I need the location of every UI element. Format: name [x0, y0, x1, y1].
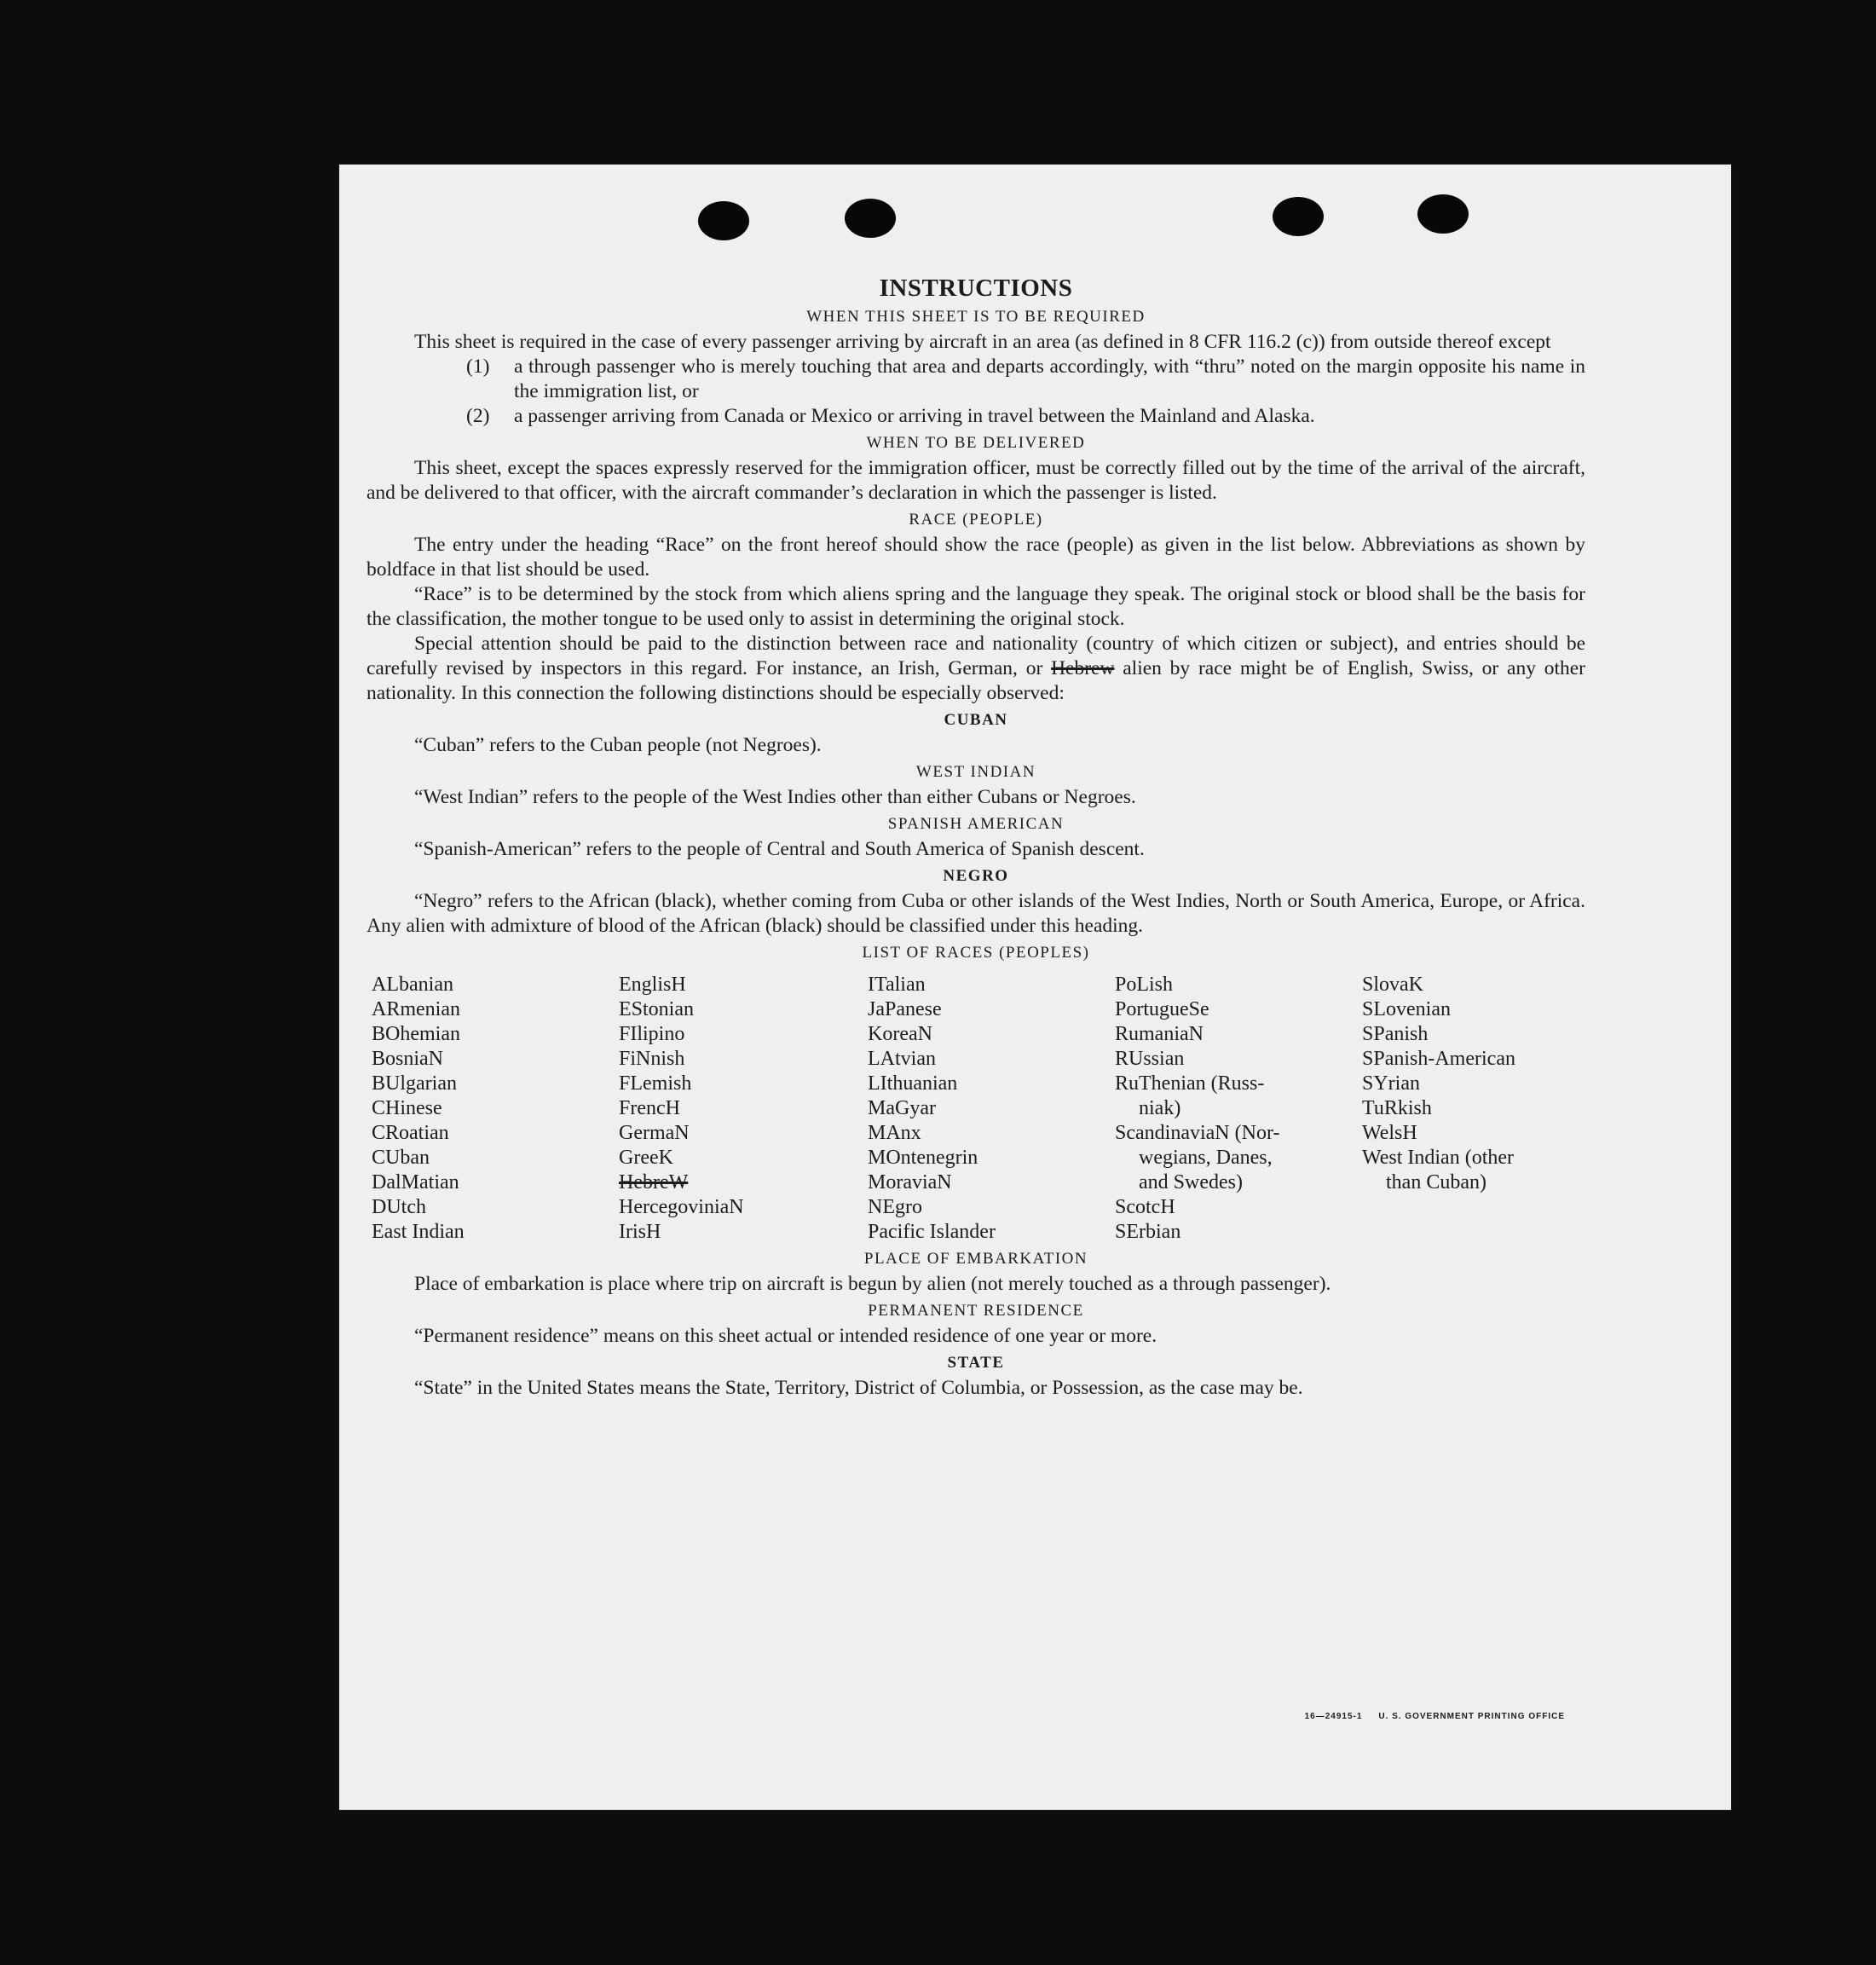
race-p3-before: Special attention should be paid to the distinction between race and nationality (country of which citizen or subject), and entries should be carefully revised by inspectors in this regard. For instance, an Irish, German, or [367, 633, 1585, 679]
race-column-4 [1115, 973, 1362, 1245]
race-entry: SYrian [1362, 1072, 1420, 1095]
race-entry: MoraviaN [868, 1171, 952, 1193]
section-heading-state: STATE [947, 1354, 1005, 1372]
race-paragraph-2: “Race” is to be determined by the stock from which aliens spring and the language they speak. The original stock or blood shall be the basis for the classification, the mother tongue to be used only to assist in determining the original stock. [367, 583, 1585, 630]
race-entry: GermaN [619, 1122, 690, 1144]
spanish-american-text: “Spanish-American” refers to the people of Central and South America of Spanish descent. [414, 838, 1145, 860]
race-entry-continued: niak) [1139, 1097, 1181, 1119]
race-entry: FIlipino [619, 1023, 685, 1045]
section-heading-race: RACE (PEOPLE) [909, 511, 1043, 529]
struck-word: Hebrew [1051, 657, 1115, 679]
section-heading-negro: NEGRO [943, 867, 1009, 885]
race-column-3 [868, 973, 1115, 1245]
race-entry: SLovenian [1362, 998, 1451, 1020]
section-heading-embarkation: PLACE OF EMBARKATION [863, 1250, 1088, 1268]
race-entry: SlovaK [1362, 974, 1423, 996]
race-entry: BOhemian [372, 1023, 460, 1045]
race-entry: FLemish [619, 1072, 692, 1095]
race-entry: DUtch [372, 1196, 426, 1218]
section-heading-west-indian: WEST INDIAN [915, 763, 1036, 781]
race-entry-continued: and Swedes) [1139, 1171, 1243, 1193]
delivered-text: This sheet, except the spaces expressly reserved for the immigration officer, must be correctly filled out by the time of the arrival of the aircraft, and be delivered to that officer, with the aircraft commander’s declaration in which the passenger is listed. [367, 457, 1585, 504]
punch-hole [1273, 197, 1324, 236]
race-entry: West Indian (other [1362, 1147, 1515, 1169]
race-entry: ScotcH [1115, 1196, 1175, 1218]
race-entry: ARmenian [372, 998, 460, 1020]
race-entry: FiNnish [619, 1048, 685, 1070]
race-entry: SPanish-American [1362, 1048, 1515, 1070]
race-entry-continued: than Cuban) [1386, 1171, 1486, 1193]
race-entry: ITalian [868, 974, 926, 996]
race-entry: ALbanian [372, 974, 453, 996]
race-entry: CUban [372, 1147, 430, 1169]
race-entry: MAnx [868, 1122, 921, 1144]
race-entry: RUssian [1115, 1048, 1185, 1070]
race-entry: LIthuanian [868, 1072, 958, 1095]
west-indian-text: “West Indian” refers to the people of the West Indies other than either Cubans or Negroes. [414, 786, 1136, 808]
race-entry: EStonian [619, 998, 694, 1020]
race-entry: CRoatian [372, 1122, 449, 1144]
race-paragraph-3 [367, 632, 1585, 706]
section-heading-required: WHEN THIS SHEET IS TO BE REQUIRED [806, 308, 1146, 326]
race-entry: PoLish [1115, 974, 1174, 996]
race-entry: ScandinaviaN (Nor- [1115, 1122, 1280, 1144]
printer-name: U. S. GOVERNMENT PRINTING OFFICE [1378, 1712, 1565, 1721]
race-entry: MaGyar [868, 1097, 936, 1119]
document-sheet [339, 165, 1731, 1810]
race-column-2 [619, 973, 868, 1245]
page-title: INSTRUCTIONS [879, 275, 1073, 302]
race-entry: IrisH [619, 1221, 661, 1243]
instructions-content [367, 274, 1585, 1401]
race-entry: KoreaN [868, 1023, 932, 1045]
embarkation-text: Place of embarkation is place where trip on aircraft is begun by alien (not merely touched as a through passenger). [414, 1273, 1331, 1295]
race-entry-continued: wegians, Danes, [1139, 1147, 1273, 1169]
race-paragraph-1: The entry under the heading “Race” on the front hereof should show the race (people) as given in the list below. Abbreviations as shown by boldface in that list should be used. [367, 534, 1585, 581]
race-entry: LAtvian [868, 1048, 936, 1070]
item-number: (2) [466, 405, 490, 427]
race-entry: RumaniaN [1115, 1023, 1204, 1045]
required-item-1 [466, 355, 1585, 404]
race-entry: TuRkish [1362, 1097, 1432, 1119]
race-entry: PortugueSe [1115, 998, 1209, 1020]
race-entry: SErbian [1115, 1221, 1181, 1243]
race-entry: MOntenegrin [868, 1147, 978, 1169]
cuban-text: “Cuban” refers to the Cuban people (not Negroes). [414, 734, 822, 756]
race-entry: WelsH [1362, 1122, 1417, 1144]
race-list [372, 973, 1585, 1245]
race-column-5 [1362, 973, 1590, 1245]
residence-text: “Permanent residence” means on this sheet actual or intended residence of one year or more. [414, 1325, 1157, 1347]
section-heading-spanish-american: SPANISH AMERICAN [887, 815, 1065, 833]
race-entry: DalMatian [372, 1171, 459, 1193]
race-entry-struck: HebreW [619, 1171, 689, 1193]
race-entry: Pacific Islander [868, 1221, 996, 1243]
section-heading-list-of-races: LIST OF RACES (PEOPLES) [862, 944, 1090, 962]
race-entry: GreeK [619, 1147, 673, 1169]
item-text: a through passenger who is merely touching that area and departs accordingly, with “thru” noted on the margin opposite his name in the immigration list, or [514, 355, 1585, 402]
race-p3-after: alien by race might be of English, Swiss, or any other nationality. In this connection the following distinctions should be especially observed: [367, 657, 1586, 704]
section-heading-residence: PERMANENT RESIDENCE [868, 1302, 1084, 1320]
race-column-1 [372, 973, 619, 1245]
negro-text: “Negro” refers to the African (black), whether coming from Cuba or other islands of the West Indies, North or South America, Europe, or Africa. Any alien with admixture of blood of the African (black) should be classified under this heading. [367, 890, 1585, 937]
item-number: (1) [466, 355, 490, 378]
printer-footer [1305, 1712, 1565, 1721]
punch-hole [845, 199, 896, 238]
race-entry: BUlgarian [372, 1072, 457, 1095]
race-entry: CHinese [372, 1097, 442, 1119]
race-entry: East Indian [372, 1221, 465, 1243]
race-entry: FrencH [619, 1097, 680, 1119]
state-text: “State” in the United States means the State, Territory, District of Columbia, or Possession, as the case may be. [414, 1377, 1303, 1399]
required-intro: This sheet is required in the case of every passenger arriving by aircraft in an area (as defined in 8 CFR 116.2 (c)) from outside thereof except [414, 331, 1551, 353]
race-entry: JaPanese [868, 998, 942, 1020]
item-text: a passenger arriving from Canada or Mexico or arriving in travel between the Mainland and Alaska. [514, 405, 1315, 427]
punch-hole [1417, 194, 1469, 234]
section-heading-delivered: WHEN TO BE DELIVERED [866, 434, 1086, 452]
punch-hole [698, 201, 749, 240]
form-number: 16—24915-1 [1304, 1712, 1363, 1721]
race-entry: BosniaN [372, 1048, 443, 1070]
race-entry: RuThenian (Russ- [1115, 1072, 1265, 1095]
section-heading-cuban: CUBAN [944, 711, 1008, 729]
race-entry: SPanish [1362, 1023, 1429, 1045]
race-entry: NEgro [868, 1196, 922, 1218]
required-item-2 [466, 404, 1585, 429]
race-entry: EnglisH [619, 974, 686, 996]
race-entry: HercegoviniaN [619, 1196, 744, 1218]
